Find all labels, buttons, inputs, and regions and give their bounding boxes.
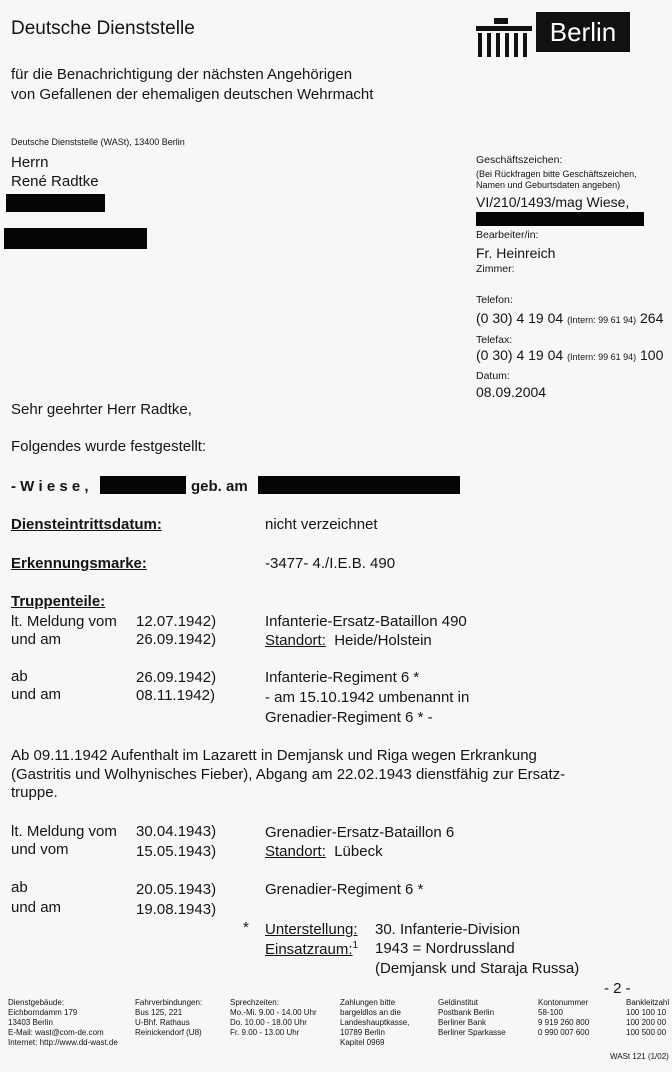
unit-2-unit: Infanterie-Regiment 6 *	[265, 669, 420, 686]
unit-4-label-1: ab	[11, 879, 28, 896]
footer-line: Kapitel 0969	[340, 1038, 385, 1047]
unit-1-label-1: lt. Meldung vom	[11, 613, 117, 630]
phone-number: (0 30) 4 19 04 (Intern: 99 61 94) 264	[476, 310, 664, 326]
fax-label: Telefax:	[476, 334, 513, 346]
id-tag-value: -3477- 4./I.E.B. 490	[265, 555, 396, 572]
unit-4-unit: Grenadier-Regiment 6 *	[265, 881, 424, 898]
footer-line: 9 919 260 800	[538, 1018, 590, 1027]
date-value: 08.09.2004	[476, 384, 547, 400]
deployment-label: Einsatzraum:$^1$	[265, 940, 359, 958]
footer-line: Eichborndamm 179	[8, 1008, 78, 1017]
footer-line: Postbank Berlin	[438, 1008, 495, 1017]
subordination-value: 30. Infanterie-Division	[375, 921, 521, 938]
footer-line: bargeldlos an die	[340, 1008, 401, 1017]
footer-line: 58-100	[538, 1008, 563, 1017]
footer-line: 10789 Berlin	[340, 1028, 385, 1037]
footer-bank-code	[626, 998, 669, 1038]
hospital-paragraph-line-3: truppe.	[11, 784, 58, 801]
units-heading: Truppenteile:	[11, 593, 106, 610]
footer-line: Landeshauptkasse,	[340, 1018, 410, 1027]
footer-line: Dienstgebäude:	[8, 998, 65, 1007]
unit-1-label-2: und am	[11, 631, 62, 648]
footer-line: Reinickendorf (U8)	[135, 1028, 202, 1037]
unit-1-unit: Infanterie-Ersatz-Bataillon 490	[265, 613, 467, 630]
unit-4-label-2: und am	[11, 899, 62, 916]
deployment-value: 1943 = Nordrussland	[375, 940, 515, 957]
ref-note-1: (Bei Rückfragen bitte Geschäftszeichen,	[476, 169, 637, 179]
footer-line: Berliner Bank	[438, 1018, 487, 1027]
footer-line: Mo.-Mi. 9.00 - 14.00 Uhr	[230, 1008, 317, 1017]
hospital-paragraph-line-2: (Gastritis und Wolhynisches Fieber), Abgang am 22.02.1943 dienstfähig zur Ersatz-	[11, 766, 566, 783]
redaction-bar	[258, 476, 460, 494]
unit-2-label-1: ab	[11, 668, 28, 685]
recipient-salutation: Herrn	[11, 154, 49, 171]
footer-transport	[135, 998, 202, 1038]
hospital-paragraph-line-1: Ab 09.11.1942 Aufenthalt im Lazarett in Demjansk und Riga wegen Erkrankung	[11, 747, 537, 764]
brandenburg-gate-logo-icon	[474, 14, 536, 60]
date-label: Datum:	[476, 370, 510, 382]
footnote-star: *	[243, 919, 249, 936]
unit-2-date-2: 08.11.1942)	[136, 687, 215, 704]
person-name-prefix: - W i e s e ,	[11, 478, 89, 495]
footer-line: Internet: http://www.dd-wast.de	[8, 1038, 118, 1047]
unit-2-rename-note: - am 15.10.1942 umbenannt in	[265, 689, 470, 706]
footer-line: Do. 10.00 - 18.00 Uhr	[230, 1018, 307, 1027]
office-subtitle-1: für die Benachrichtigung der nächsten Angehörigen	[11, 66, 353, 83]
unit-1-date-1: 12.07.1942)	[136, 613, 217, 630]
unit-2-date-1: 26.09.1942)	[136, 669, 217, 686]
room-label: Zimmer:	[476, 263, 515, 275]
office-title: Deutsche Dienststelle	[11, 18, 195, 39]
unit-3-location: Standort: Lübeck	[265, 843, 383, 860]
id-tag-label: Erkennungsmarke:	[11, 555, 147, 572]
redaction-bar	[4, 228, 147, 249]
footer-line: 100 100 10	[626, 1008, 667, 1017]
footer-line: Bankleitzahl	[626, 998, 670, 1007]
footer-line: Berliner Sparkasse	[438, 1028, 506, 1037]
service-date-value: nicht verzeichnet	[265, 516, 378, 533]
clerk-value: Fr. Heinreich	[476, 245, 556, 261]
unit-2-label-2: und am	[11, 686, 62, 703]
clerk-label: Bearbeiter/in:	[476, 229, 539, 241]
footer-account	[538, 998, 589, 1038]
footer-line: Sprechzeiten:	[230, 998, 279, 1007]
footer-line: Geldinstitut	[438, 998, 479, 1007]
unit-3-date-2: 15.05.1943)	[136, 843, 217, 860]
footer-line: Kontonummer	[538, 998, 589, 1007]
recipient-name: René Radtke	[11, 173, 99, 190]
person-born-label: geb. am	[191, 478, 248, 495]
sender-line: Deutsche Dienststelle (WASt), 13400 Berlin	[11, 137, 185, 147]
footer-line: Fr. 9.00 - 13.00 Uhr	[230, 1028, 300, 1037]
unit-4-date-1: 20.05.1943)	[136, 881, 217, 898]
footer-address	[8, 998, 118, 1048]
fax-number: (0 30) 4 19 04 (Intern: 99 61 94) 100	[476, 347, 664, 363]
ref-note-2: Namen und Geburtsdaten angeben)	[476, 180, 621, 190]
footer-line: 100 200 00	[626, 1018, 667, 1027]
intro-text: Folgendes wurde festgestellt:	[11, 438, 207, 455]
redaction-bar	[100, 476, 186, 494]
page-number: - 2 -	[604, 980, 631, 997]
footer-line: Zahlungen bitte	[340, 998, 396, 1007]
footer-hours	[230, 998, 317, 1038]
form-id: WASt 121 (1/02)	[610, 1052, 669, 1061]
footer-bank	[438, 998, 506, 1038]
unit-2-new-name: Grenadier-Regiment 6 * -	[265, 709, 433, 726]
ref-label: Geschäftszeichen:	[476, 154, 563, 166]
office-subtitle-2: von Gefallenen der ehemaligen deutschen Wehrmacht	[11, 86, 374, 103]
unit-1-location: Standort: Heide/Holstein	[265, 632, 432, 649]
service-date-label: Diensteintrittsdatum:	[11, 516, 162, 533]
footer-line: 13403 Berlin	[8, 1018, 53, 1027]
redaction-bar	[476, 212, 644, 226]
phone-label: Telefon:	[476, 294, 513, 306]
berlin-logo-text: Berlin	[536, 12, 630, 52]
footer-payment	[340, 998, 409, 1048]
unit-4-date-2: 19.08.1943)	[136, 901, 217, 918]
footer-line: E-Mail: wast@com-de.com	[8, 1028, 104, 1037]
ref-value: VI/210/1493/mag Wiese,	[476, 194, 630, 210]
footer-line: U-Bhf. Rathaus	[135, 1018, 190, 1027]
unit-3-label-1: lt. Meldung vom	[11, 823, 117, 840]
footer-line: 100 500 00	[626, 1028, 667, 1037]
unit-3-date-1: 30.04.1943)	[136, 823, 217, 840]
redaction-bar	[6, 194, 105, 212]
deployment-value-2: (Demjansk und Staraja Russa)	[375, 960, 580, 977]
greeting: Sehr geehrter Herr Radtke,	[11, 401, 192, 418]
unit-1-date-2: 26.09.1942)	[136, 631, 217, 648]
footer-line: Fahrverbindungen:	[135, 998, 203, 1007]
unit-3-unit: Grenadier-Ersatz-Bataillon 6	[265, 824, 455, 841]
footer-line: 0 990 007 600	[538, 1028, 590, 1037]
unit-3-label-2: und vom	[11, 841, 69, 858]
subordination-label: Unterstellung:	[265, 921, 358, 938]
footer-line: Bus 125, 221	[135, 1008, 183, 1017]
